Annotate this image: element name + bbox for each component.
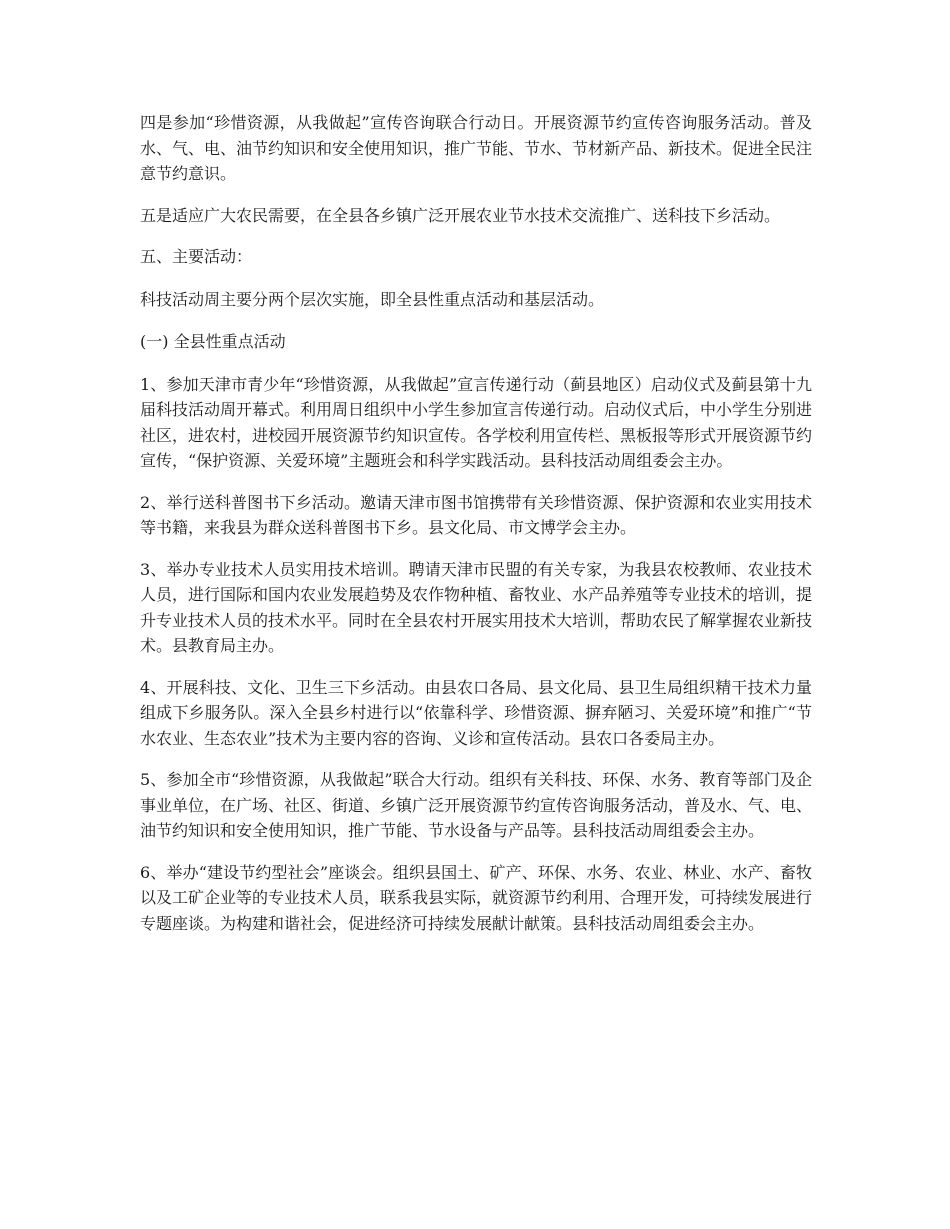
document-page (140, 110, 812, 952)
activity-item-6: 6、举办“建设节约型社会”座谈会。组织县国土、矿产、环保、水务、农业、林业、水产、畜牧以及工矿企业等的专业技术人员，联系我县实际，就资源节约利用、合理开发，可持续发展进行专题座谈。为构建和谐社会，促进经济可持续发展献计献策。县科技活动周组委会主办。 (140, 862, 813, 933)
activity-item-4: 4、开展科技、文化、卫生三下乡活动。由县农口各局、县文化局、县卫生局组织精干技术力量组成下乡服务队。深入全县乡村进行以“依靠科学、珍惜资源、摒弃陋习、关爱环境”和推广“节水农业、生态农业”技术为主要内容的咨询、义诊和宣传活动。县农口各委局主办。 (140, 677, 812, 748)
subsection-heading-county-activities: (一) 全县性重点活动 (140, 332, 286, 351)
paragraph-activity-overview: 科技活动周主要分两个层次实施，即全县性重点活动和基层活动。 (140, 289, 605, 309)
paragraph-item-5: 五是适应广大农民需要，在全县各乡镇广泛开展农业节水技术交流推广、送科技下乡活动。 (140, 205, 781, 225)
activity-item-5: 5、参加全市“珍惜资源，从我做起”联合大行动。组织有关科技、环保、水务、教育等部门及企事业单位，在广场、社区、街道、乡镇广泛开展资源节约宣传咨询服务活动，普及水、气、电、油节约知识和安全使用知识，推广节能、节水设备与产品等。县科技活动周组委会主办。 (140, 770, 813, 840)
section-heading-main-activities: 五、主要活动： (140, 247, 253, 266)
paragraph-item-4: 四是参加“珍惜资源，从我做起”宣传咨询联合行动日。开展资源节约宣传咨询服务活动。普及水、气、电、油节约知识和安全使用知识，推广节能、节水、节材新产品、新技术。促进全民注意节约意识。 (140, 113, 813, 183)
activity-item-2: 2、举行送科普图书下乡活动。邀请天津市图书馆携带有关珍惜资源、保护资源和农业实用技术等书籍，来我县为群众送科普图书下乡。县文化局、市文博学会主办。 (140, 492, 812, 537)
activity-item-1: 1、参加天津市青少年“珍惜资源，从我做起”宣言传递行动（蓟县地区）启动仪式及蓟县第十九届科技活动周开幕式。利用周日组织中小学生参加宣言传递行动。启动仪式后，中小学生分别进社区，进农村，进校园开展资源节约知识宣传。各学校利用宣传栏、黑板报等形式开展资源节约宣传，“保护资源、关爱环境”主题班会和科学实践活动。县科技活动周组委会主办。 (140, 374, 813, 470)
activity-item-3: 3、举办专业技术人员实用技术培训。聘请天津市民盟的有关专家，为我县农校教师、农业技术人员，进行国际和国内农业发展趋势及农作物种植、畜牧业、水产品养殖等专业技术的培训，提升专业技术人员的技术水平。同时在全县农村开展实用技术大培训，帮助农民了解掌握农业新技术。县教育局主办。 (140, 559, 813, 655)
